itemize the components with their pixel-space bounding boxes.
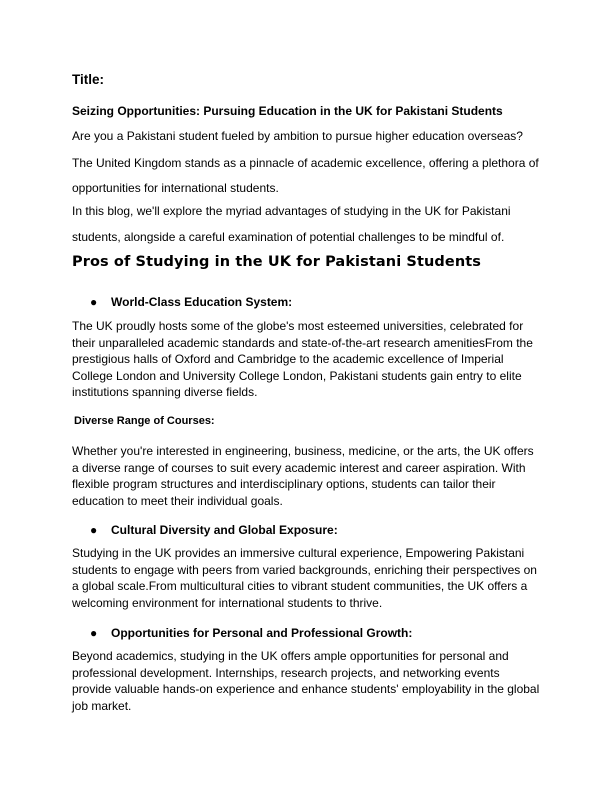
- bullet-icon: ●: [90, 523, 98, 537]
- paragraph: [72, 443, 540, 509]
- section-heading: Pros of Studying in the UK for Pakistani Students: [72, 254, 482, 270]
- intro-line: opportunities for international students.: [72, 181, 279, 195]
- paragraph-line: job market.: [72, 698, 132, 713]
- paragraph-line: prestigious halls of Oxford and Cambridge to the academic excellence of Imperial: [72, 352, 504, 366]
- paragraph-line: flexible program structures and interdisciplinary options, students can tailor their: [72, 477, 496, 491]
- paragraph-line: College London and University College London, Pakistani students gain entry to elite: [72, 368, 522, 383]
- paragraph-line: students to engage with peers from varied backgrounds, enriching their perspectives on: [72, 562, 537, 577]
- document-subtitle: Seizing Opportunities: Pursuing Education in the UK for Pakistani Students: [72, 104, 503, 118]
- paragraph-line: The UK proudly hosts some of the globe's most esteemed universities, celebrated for: [72, 319, 524, 333]
- paragraph-line: Beyond academics, studying in the UK offers ample opportunities for personal and: [72, 649, 509, 663]
- bullet-heading-text: Cultural Diversity and Global Exposure:: [111, 523, 338, 537]
- intro-line: The United Kingdom stands as a pinnacle of academic excellence, offering a plethora of: [72, 156, 539, 170]
- bullet-heading: [90, 295, 540, 309]
- intro-line: students, alongside a careful examination of potential challenges to be mindful of.: [72, 230, 505, 244]
- intro-line: Are you a Pakistani student fueled by ambition to pursue higher education overseas?: [72, 129, 523, 143]
- title-label: Title:: [72, 72, 105, 87]
- paragraph-line: welcoming environment for international students to thrive.: [72, 595, 383, 610]
- paragraph-line: a global scale.From multicultural cities to vibrant student communities, the UK offers a: [72, 579, 528, 593]
- paragraph: [72, 318, 540, 401]
- intro-line: In this blog, we'll explore the myriad advantages of studying in the UK for Pakistani: [72, 204, 511, 218]
- bullet-heading: [90, 626, 540, 640]
- paragraph-line: provide valuable hands-on experience and enhance students' employability in the global: [72, 682, 540, 696]
- bullet-icon: ●: [90, 295, 98, 309]
- paragraph-line: Whether you're interested in engineering, business, medicine, or the arts, the UK offers: [72, 444, 534, 458]
- paragraph-line: professional development. Internships, research projects, and networking events: [72, 665, 500, 680]
- sub-heading: Diverse Range of Courses:: [74, 415, 215, 427]
- paragraph-line: Studying in the UK provides an immersive cultural experience, Empowering Pakistani: [72, 546, 525, 560]
- paragraph-line: education to meet their individual goals.: [72, 493, 283, 508]
- paragraph: [72, 648, 540, 714]
- bullet-icon: ●: [90, 626, 98, 640]
- bullet-heading: [90, 523, 540, 537]
- bullet-heading-text: World-Class Education System:: [111, 295, 293, 309]
- paragraph: [72, 545, 540, 611]
- paragraph-line: institutions spanning diverse fields.: [72, 385, 258, 399]
- paragraph-line: their unparalleled academic standards and state-of-the-art research amenitiesFrom the: [72, 335, 533, 350]
- bullet-heading-text: Opportunities for Personal and Professional Growth:: [111, 626, 413, 640]
- paragraph-line: a diverse range of courses to suit every academic interest and career aspiration. With: [72, 460, 526, 475]
